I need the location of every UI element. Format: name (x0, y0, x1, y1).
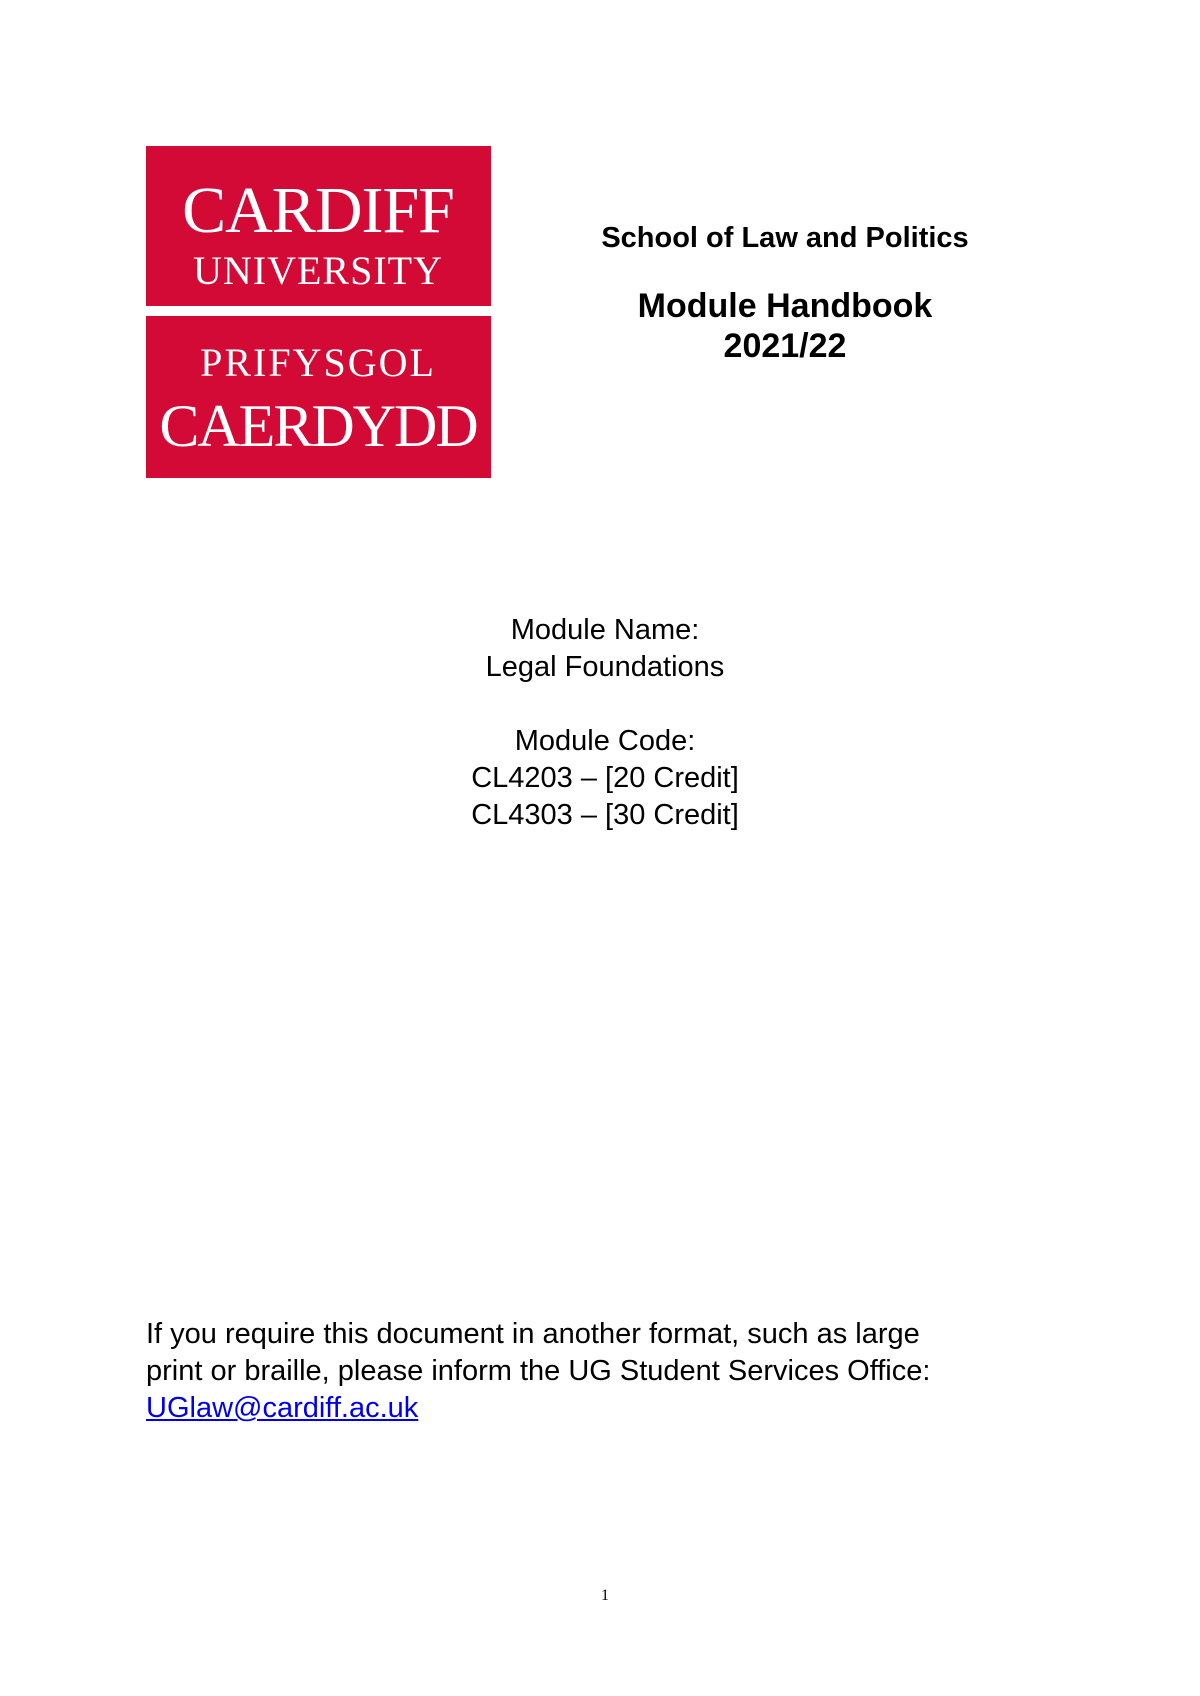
logo-text-caerdydd: CAERDYDD (159, 393, 477, 459)
module-code-30-credit: CL4303 – [30 Credit] (471, 799, 739, 831)
module-code-20-credit: CL4203 – [20 Credit] (471, 762, 739, 794)
logo-text-university: UNIVERSITY (193, 248, 443, 293)
logo-text-cardiff: CARDIFF (182, 174, 454, 247)
accessibility-notice (146, 1316, 1046, 1427)
module-name-value: Legal Foundations (485, 651, 725, 683)
handbook-title: Module Handbook (637, 287, 933, 325)
handbook-header (560, 218, 1010, 366)
email-link[interactable]: UGlaw@cardiff.ac.uk (146, 1392, 419, 1424)
accessibility-line-1: If you require this document in another format, such as large (146, 1318, 920, 1350)
school-name: School of Law and Politics (601, 222, 969, 254)
accessibility-line-2: print or braille, please inform the UG Student Services Office: (146, 1355, 931, 1387)
logo-text-prifysgol: PRIFYSGOL (200, 340, 436, 385)
handbook-year: 2021/22 (723, 327, 847, 365)
university-logo (146, 146, 491, 478)
page-number: 1 (601, 1587, 609, 1604)
module-name-label: Module Name: (510, 614, 700, 646)
module-info (0, 612, 1200, 834)
module-code-label: Module Code: (514, 725, 696, 757)
